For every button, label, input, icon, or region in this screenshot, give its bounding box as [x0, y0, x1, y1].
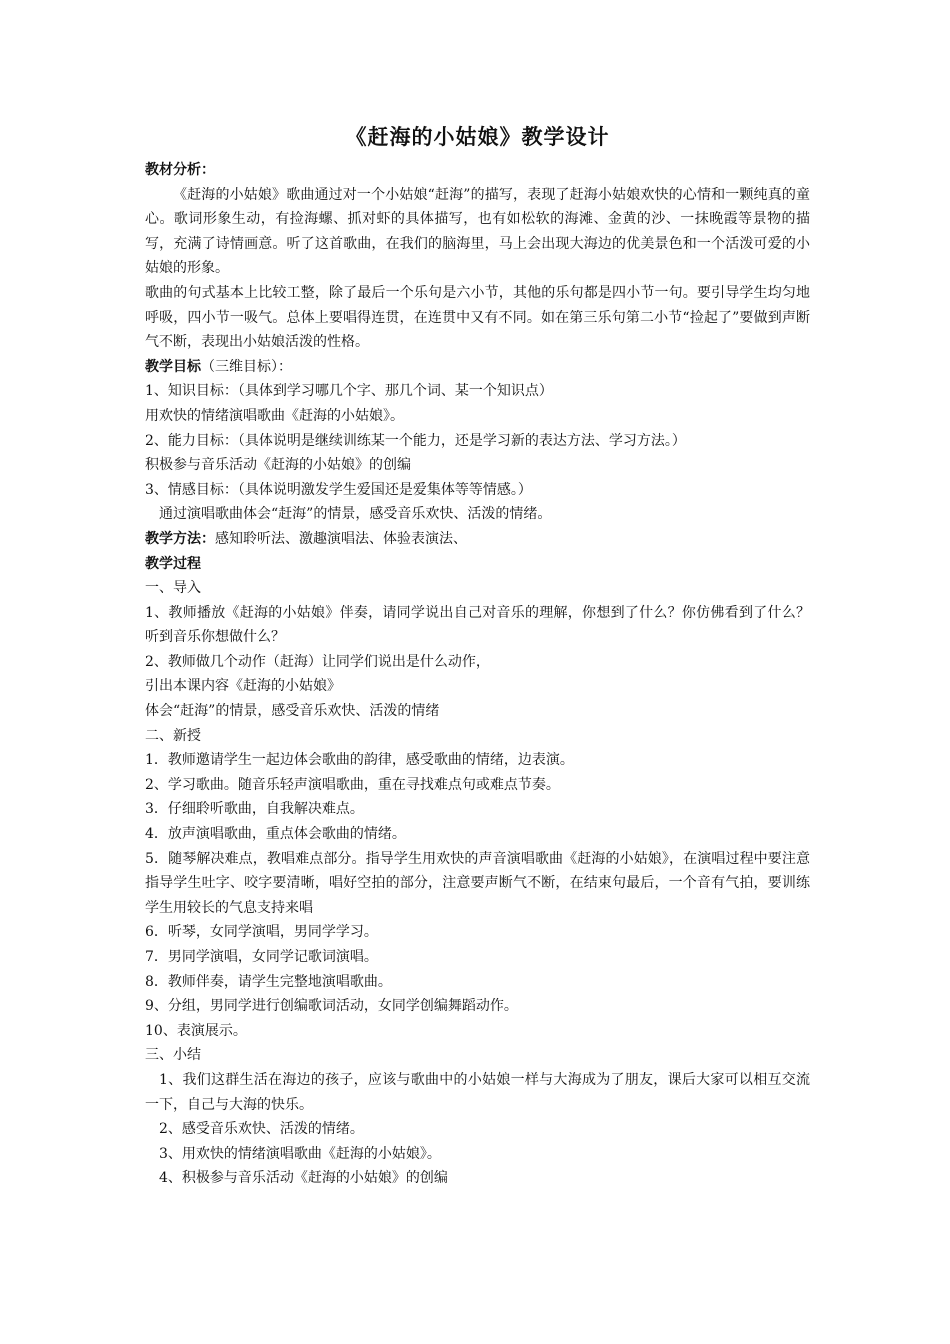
heading-text: 教学目标 — [145, 358, 201, 375]
section-heading-objectives — [145, 355, 810, 380]
paragraph: 歌曲的句式基本上比较工整，除了最后一个乐句是六小节，其他的乐句都是四小节一句。要引导学生均匀地呼吸，四小节一吸气。总体上要唱得连贯，在连贯中又有不同。如在第三乐句第二小节“捡起了”要做到声断气不断，表现出小姑娘活泼的性格。 — [145, 284, 810, 351]
list-item: 积极参与音乐活动《赶海的小姑娘》的创编 — [145, 457, 411, 474]
subsection-heading: 三、小结 — [145, 1047, 201, 1064]
list-item: 3．仔细聆听歌曲，自我解决难点。 — [145, 801, 364, 818]
list-item: 4、积极参与音乐活动《赶海的小姑娘》的创编 — [159, 1170, 448, 1187]
list-item: 3、情感目标：（具体说明激发学生爱国还是爱集体等等情感。） — [145, 481, 532, 498]
list-item: 用欢快的情绪演唱歌曲《赶海的小姑娘》。 — [145, 407, 404, 424]
list-item: 9、分组，男同学进行创编歌词活动，女同学创编舞蹈动作。 — [145, 998, 518, 1015]
section-heading-methods — [145, 527, 810, 552]
heading-text: 教学方法： — [145, 530, 215, 547]
document-body — [145, 122, 810, 1191]
list-item: 5．随琴解决难点，教唱难点部分。指导学生用欢快的声音演唱歌曲《赶海的小姑娘》，在演唱过程中要注意指导学生吐字、咬字要清晰，唱好空拍的部分，注意要声断气不断，在结束句最后，一个音有气拍，要训练学生用较长的气息支持来唱 — [145, 850, 810, 916]
list-item: 7．男同学演唱，女同学记歌词演唱。 — [145, 949, 378, 965]
list-item: 6．听琴，女同学演唱，男同学学习。 — [145, 924, 378, 941]
section-heading-material — [145, 158, 810, 183]
heading-note: （三维目标）： — [201, 358, 292, 375]
heading-text: 教学过程 — [145, 555, 201, 572]
methods-text: 感知聆听法、激趣演唱法、体验表演法、 — [215, 530, 467, 547]
list-item: 4．放声演唱歌曲，重点体会歌曲的情绪。 — [145, 826, 406, 843]
list-item: 1．教师邀请学生一起边体会歌曲的韵律，感受歌曲的情绪，边表演。 — [145, 752, 574, 769]
list-item: 1、知识目标：（具体到学习哪几个字、那几个词、某一个知识点） — [145, 383, 553, 400]
list-item: 8．教师伴奏，请学生完整地演唱歌曲。 — [145, 973, 392, 990]
list-item: 引出本课内容《赶海的小姑娘》 — [145, 678, 341, 695]
list-item: 2、感受音乐欢快、活泼的情绪。 — [159, 1121, 364, 1138]
list-item: 1、我们这群生活在海边的孩子，应该与歌曲中的小姑娘一样与大海成为了朋友，课后大家可以相互交流一下，自己与大海的快乐。 — [145, 1071, 810, 1113]
subsection-heading: 二、新授 — [145, 727, 201, 744]
list-item: 3、用欢快的情绪演唱歌曲《赶海的小姑娘》。 — [159, 1145, 441, 1162]
subsection-heading: 一、导入 — [145, 580, 201, 597]
list-item: 体会“赶海”的情景，感受音乐欢快、活泼的情绪 — [145, 703, 440, 720]
list-item: 2、能力目标：（具体说明是继续训练某一个能力，还是学习新的表达方法、学习方法。） — [145, 432, 686, 449]
paragraph: 《赶海的小姑娘》歌曲通过对一个小姑娘“赶海”的描写，表现了赶海小姑娘欢快的心情和一颗纯真的童心。歌词形象生动，有捡海螺、抓对虾的具体描写，也有如松软的海滩、金黄的沙、一抹晚霞等景物的描写，充满了诗情画意。听了这首歌曲，在我们的脑海里，马上会出现大海边的优美景色和一个活泼可爱的小姑娘的形象。 — [145, 186, 810, 277]
list-item: 10、表演展示。 — [145, 1022, 247, 1039]
list-item: 1、教师播放《赶海的小姑娘》伴奏，请同学说出自己对音乐的理解，你想到了什么？你仿佛看到了什么？听到音乐你想做什么？ — [145, 604, 810, 646]
list-item: 2、教师做几个动作（赶海）让同学们说出是什么动作， — [145, 653, 490, 670]
heading-text: 教材分析： — [145, 162, 215, 178]
list-item: 通过演唱歌曲体会“赶海”的情景，感受音乐欢快、活泼的情绪。 — [159, 506, 552, 523]
list-item: 2、学习歌曲。随音乐轻声演唱歌曲，重在寻找难点句或难点节奏。 — [145, 776, 560, 793]
section-heading-process — [145, 552, 810, 577]
document-title: 《赶海的小姑娘》教学设计 — [345, 125, 610, 149]
